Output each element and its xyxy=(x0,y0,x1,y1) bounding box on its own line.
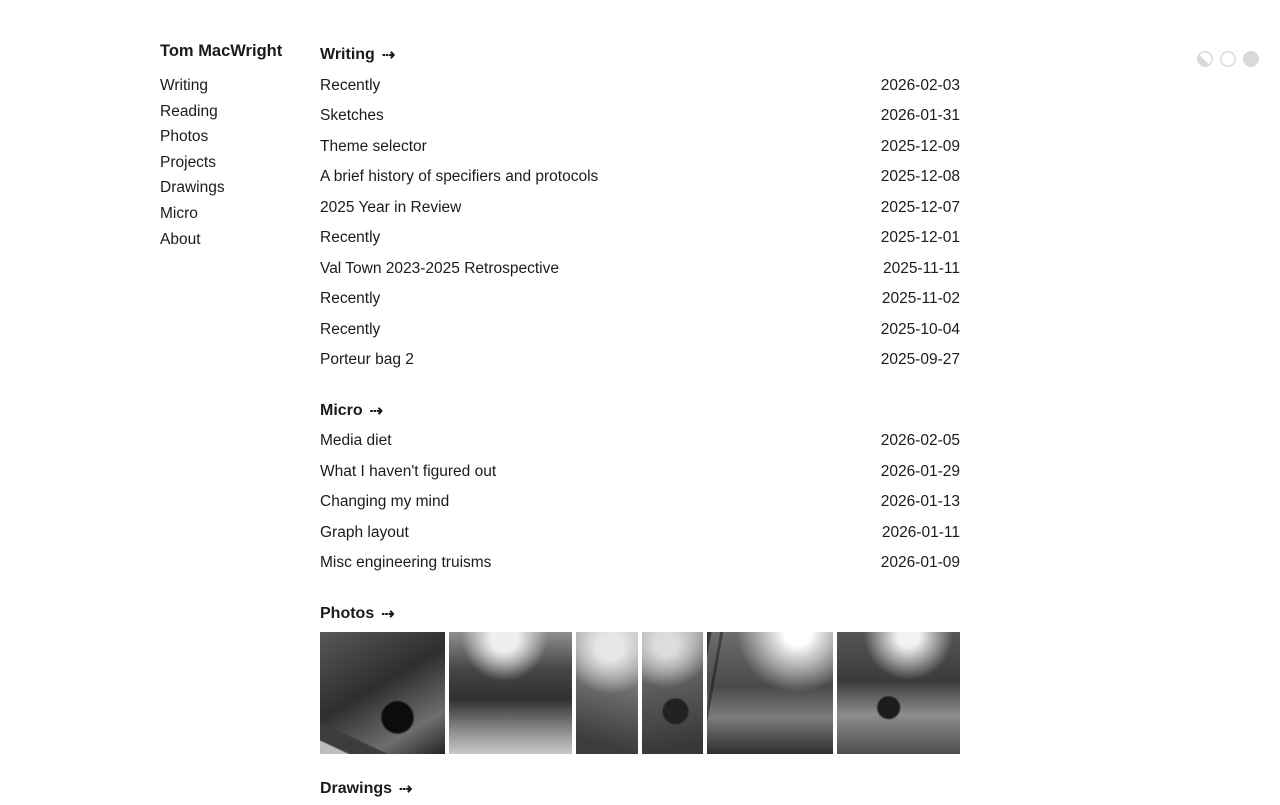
post-date: 2025-11-11 xyxy=(883,259,960,277)
post-title: What I haven't figured out xyxy=(320,462,497,480)
arrow-right-icon: ⇢ xyxy=(369,402,384,420)
post-date: 2026-01-13 xyxy=(880,493,960,511)
theme-dark-button[interactable] xyxy=(1243,51,1259,67)
post-row[interactable] xyxy=(320,193,960,224)
post-title: Recently xyxy=(320,290,381,308)
post-row[interactable] xyxy=(320,518,960,549)
post-date: 2026-01-29 xyxy=(880,462,960,480)
section-title: Photos xyxy=(320,604,375,622)
theme-switcher xyxy=(1197,51,1259,67)
arrow-right-icon: ⇢ xyxy=(381,47,396,65)
photos-section xyxy=(320,599,960,755)
post-title: Val Town 2023-2025 Retrospective xyxy=(320,259,559,277)
light-theme-icon xyxy=(1220,51,1236,67)
photos-section-heading[interactable] xyxy=(320,599,960,630)
main-content xyxy=(320,40,960,805)
sidebar-nav xyxy=(160,73,320,252)
photo-strip xyxy=(320,632,960,754)
post-title: Media diet xyxy=(320,432,392,450)
photo-thumbnail[interactable] xyxy=(576,632,638,754)
post-date: 2026-02-05 xyxy=(880,432,960,450)
post-title: Recently xyxy=(320,76,381,94)
sidebar-item-projects[interactable]: Projects xyxy=(160,153,216,171)
dark-theme-icon xyxy=(1243,51,1259,67)
post-date: 2026-02-03 xyxy=(880,76,960,94)
post-date: 2026-01-31 xyxy=(880,107,960,125)
post-row[interactable] xyxy=(320,345,960,376)
micro-section-heading[interactable] xyxy=(320,396,960,427)
post-title: Sketches xyxy=(320,107,384,125)
post-date: 2025-12-09 xyxy=(880,137,960,155)
sidebar-item-drawings[interactable]: Drawings xyxy=(160,179,225,197)
post-row[interactable] xyxy=(320,457,960,488)
section-title: Writing xyxy=(320,46,375,64)
post-row[interactable] xyxy=(320,71,960,102)
sidebar-item-photos[interactable]: Photos xyxy=(160,128,209,146)
post-date: 2025-12-01 xyxy=(880,229,960,247)
post-row[interactable] xyxy=(320,487,960,518)
post-title: Misc engineering truisms xyxy=(320,554,492,572)
post-title: 2025 Year in Review xyxy=(320,198,462,216)
post-title: Recently xyxy=(320,229,381,247)
post-row[interactable] xyxy=(320,315,960,346)
arrow-right-icon: ⇢ xyxy=(381,605,395,623)
section-title: Micro xyxy=(320,401,363,419)
post-title: Theme selector xyxy=(320,137,427,155)
post-row[interactable] xyxy=(320,132,960,163)
post-title: Graph layout xyxy=(320,523,409,541)
writing-section xyxy=(320,40,960,376)
post-date: 2025-10-04 xyxy=(880,320,960,338)
post-row[interactable] xyxy=(320,254,960,285)
post-row[interactable] xyxy=(320,223,960,254)
sidebar xyxy=(160,40,320,805)
post-row[interactable] xyxy=(320,162,960,193)
photo-thumbnail[interactable] xyxy=(449,632,572,754)
photo-thumbnail[interactable] xyxy=(320,632,445,754)
post-title: Porteur bag 2 xyxy=(320,351,414,369)
post-title: A brief history of specifiers and protocols xyxy=(320,168,599,186)
writing-section-heading[interactable] xyxy=(320,40,960,71)
site-title[interactable]: Tom MacWright xyxy=(160,42,283,60)
theme-light-button[interactable] xyxy=(1220,51,1236,67)
micro-section xyxy=(320,396,960,579)
photo-thumbnail[interactable] xyxy=(642,632,703,754)
section-title: Drawings xyxy=(320,780,393,798)
post-date: 2026-01-09 xyxy=(880,554,960,572)
photo-thumbnail[interactable] xyxy=(707,632,833,754)
post-row[interactable] xyxy=(320,426,960,457)
post-date: 2025-11-02 xyxy=(881,290,960,308)
sidebar-item-writing[interactable]: Writing xyxy=(160,77,208,94)
post-date: 2025-09-27 xyxy=(880,351,960,369)
post-date: 2026-01-11 xyxy=(881,523,960,541)
post-row[interactable] xyxy=(320,101,960,132)
auto-theme-icon xyxy=(1197,51,1213,67)
theme-auto-button[interactable] xyxy=(1197,51,1213,67)
arrow-right-icon: ⇢ xyxy=(399,781,413,799)
post-title: Changing my mind xyxy=(320,493,450,511)
post-row[interactable] xyxy=(320,548,960,579)
sidebar-item-reading[interactable]: Reading xyxy=(160,102,218,120)
post-date: 2025-12-07 xyxy=(880,198,960,216)
sidebar-item-micro[interactable]: Micro xyxy=(160,204,198,222)
post-date: 2025-12-08 xyxy=(880,168,960,186)
sidebar-item-about[interactable]: About xyxy=(160,230,201,248)
post-row[interactable] xyxy=(320,284,960,315)
photo-thumbnail[interactable] xyxy=(837,632,960,754)
post-title: Recently xyxy=(320,320,381,338)
